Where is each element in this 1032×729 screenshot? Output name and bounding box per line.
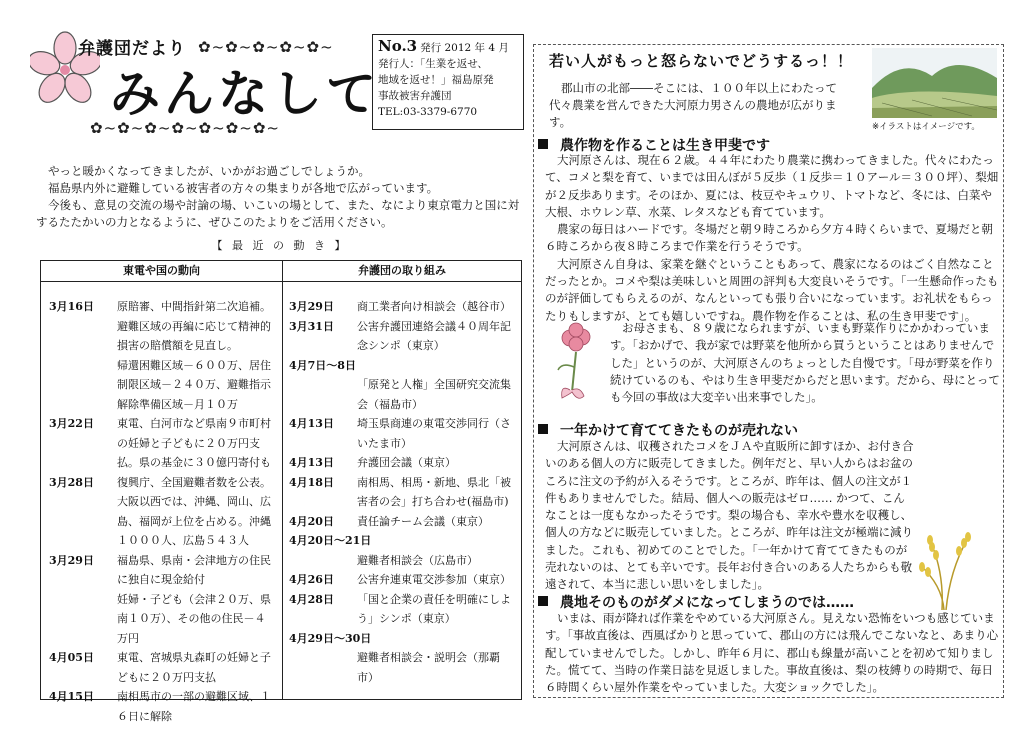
section-title: 農作物を作ることは生き甲斐です	[538, 135, 770, 155]
entry-text: 責任論チーム会議（東京）	[357, 514, 489, 528]
right-column-header: 弁護団の取り組み	[283, 261, 521, 282]
timeline-entry	[49, 551, 275, 590]
timeline-entry	[289, 629, 515, 649]
square-bullet-icon	[538, 139, 548, 149]
entry-date: 4月15日	[49, 690, 94, 703]
timeline-entry	[49, 356, 275, 415]
intro-paragraph: 今後も、意見の交流の場や討論の場、いこいの場として、また、なにより東京電力と国に対するたたかいの力となるように、ぜひこのたよりをご活用ください。	[36, 198, 520, 229]
entry-text: 復興庁、全国避難者数を公表。大阪以西では、沖縄、岡山、広島、福岡が上位を占める。沖縄１０００人、広島５４３人	[117, 475, 271, 547]
entry-date: 3月29日	[289, 300, 334, 313]
entry-date: 3月16日	[49, 300, 94, 313]
entry-text: 「原発と人権」全国研究交流集会（福島市）	[357, 378, 511, 411]
timeline-entry	[289, 551, 515, 571]
timeline-entry	[49, 414, 275, 473]
lead-paragraph: 郡山市の北部――そこには、１００年以上にわたって代々農業を営んできた大河原力男さんの農地が広がります。	[549, 81, 837, 129]
rice-plant-illustration	[912, 525, 982, 610]
timeline-entry	[289, 590, 515, 629]
intro-paragraph: 福島県内外に避難している被害者の方々の集まりが各地で広がっています。	[48, 181, 439, 195]
section-body-wrapped	[610, 320, 1000, 406]
section-paragraph: 大河原さんは、現在６２歳。４４年にわたり農業に携わってきました。代々にわたって、コメと梨を育て、いまでは田んぼが５反歩（１反歩＝１０アール＝３００坪）、梨畑が２反歩あります。そのほか、夏には、枝豆やキュウリ、トマトなど、冬には、白菜や大根、ホウレン草、水菜、レタスなども育てています。	[545, 153, 999, 219]
section-paragraph: お母さまも、８９歳になられますが、いまも野菜作りにかかわっています。「おかげで、我が家では野菜を他所から買うということはありませんでした」というのが、大河原さんのちょっとした自慢です。「母が野菜を作り続けているのも、やはり生き甲斐だからだと思います。だから、母にとっても今回の事故は大変辛い出来事でした」。	[610, 321, 1000, 405]
section-title: 農地そのものがダメになってしまうのでは……	[538, 592, 854, 612]
timeline-entry	[49, 473, 275, 551]
entry-date: 4月13日	[289, 417, 334, 430]
timeline-entry	[289, 648, 515, 687]
section-title: 一年かけて育ててきたものが売れない	[538, 420, 798, 440]
timeline-entry	[289, 531, 515, 551]
entry-date: 4月28日	[289, 592, 334, 606]
entry-text: 南相馬、相馬・新地、県北「被害者の会」打ち合わせ(福島市)	[357, 475, 511, 508]
entry-date: 3月28日	[49, 475, 94, 489]
entry-text: 商工業者向け相談会（越谷市）	[357, 300, 511, 313]
government-timeline	[49, 297, 275, 726]
timeline-entry	[289, 356, 515, 376]
farm-landscape-illustration	[872, 48, 997, 118]
entry-text: 南相馬市の一部の避難区域、１６日に解除	[117, 690, 271, 723]
timeline-entry	[289, 570, 515, 590]
entry-text: 埼玉県商連の東電交渉同行（さいたま市）	[357, 417, 511, 450]
entry-text: 避難者相談会・説明会（那覇市）	[357, 651, 500, 684]
entry-date: 4月20日	[289, 514, 334, 528]
intro-text	[36, 163, 521, 231]
entry-date: 4月20日～21日	[289, 534, 372, 547]
entry-text: 公害弁連東電交渉参加（東京）	[357, 573, 511, 586]
entry-date: 4月18日	[289, 475, 334, 489]
issue-date: 発行 2012 年 4 月	[420, 42, 509, 54]
entry-text: 避難者相談会（広島市）	[357, 553, 478, 567]
section-paragraph: 農家の毎日はハードです。冬場だと朝９時ころから夕方４時くらいまで、夏場だと朝６時ころから夜８時ころまで作業を行うそうです。	[545, 222, 993, 254]
lawyer-activities	[289, 297, 515, 687]
article-title: 若い人がもっと怒らないでどうするっ！！	[549, 52, 854, 70]
entry-date: 4月05日	[49, 651, 94, 664]
timeline-entry	[289, 453, 515, 473]
entry-date: 4月26日	[289, 573, 334, 586]
section-paragraph: いまは、雨が降れば作業をやめている大河原さん。見えない恐怖をいつも感じています。「事故直後は、西風ばかりと思っていて、郡山の方には飛んでこないなと、あまり心配していませんでした。しかし、昨年６月に、郡山も線量が高いことを初めて知りました。慌てて、当時の作業日誌を見返しました。事故直後は、梨の枝縛りの時期で、毎日６時間くらい屋外作業をやっていました。大変ショックでした」。	[545, 611, 999, 695]
square-bullet-icon	[538, 596, 548, 606]
carnation-illustration	[548, 322, 603, 412]
timeline-entry	[49, 590, 275, 649]
illustration-note: ※イラストはイメージです。	[872, 122, 980, 132]
left-column-header: 東電や国の動向	[41, 261, 282, 282]
issue-info-box	[372, 34, 524, 130]
timeline-entry	[49, 687, 275, 726]
flower-border-top: ✿~✿~✿~✿~✿~	[198, 38, 334, 56]
entry-text: 帰還困難区域－６００万、居住制限区域－２４０万、避難指示解除準備区域－月１０万	[117, 358, 271, 411]
timeline-entry	[49, 648, 275, 687]
issue-line: 発行人：「生業を返せ、	[378, 58, 488, 70]
timeline-entry	[289, 414, 515, 453]
section-body	[545, 610, 1000, 696]
article-lead	[549, 80, 849, 131]
entry-text: 原賠審、中間指針第二次追補。避難区域の再編に応じて精神的損害の賠償額を見直し。	[117, 300, 271, 352]
issue-number: No.3	[378, 37, 418, 55]
entry-text: 公害弁護団連絡会議４０周年記念シンポ（東京）	[357, 319, 511, 352]
square-bullet-icon	[538, 424, 548, 434]
issue-line: 地域を返せ！」福島原発	[378, 74, 494, 86]
newsletter-series: 弁護団だより	[78, 39, 186, 59]
entry-text: 弁護団会議（東京）	[357, 456, 456, 469]
timeline-entry	[289, 317, 515, 356]
entry-date: 4月7日～8日	[289, 358, 356, 372]
issue-phone: TEL:03-3379-6770	[378, 106, 478, 118]
newsletter-title: みんなして	[110, 64, 380, 123]
entry-date: 4月29日～30日	[289, 631, 372, 645]
entry-date: 4月13日	[289, 456, 334, 469]
timeline-entry	[289, 297, 515, 317]
column-divider	[282, 261, 283, 699]
timeline-table	[40, 260, 522, 723]
section-paragraph: 大河原さんは、収穫されたコメをＪＡや直販所に卸すほか、お付き合いのある個人の方に販売してきました。例年だと、早い人からはお盆のころに注文の予約が入るそうです。ところが、昨年は、個人の注文が１件もありませんでした。結局、個人への販売はゼロ…… かつて、こんなことは一度もなかったそうです。梨の場合も、幸水や豊水を収穫し、個人の方などに販売していました。ところが、昨年は注文が極端に減りました。これも、初めてのことでした。「一年かけて育ててきたものが売れないのは、とても辛いです。長年お付き合いのある人たちからも敬遠されて、本当に悲しい思いをしました」。	[545, 439, 914, 592]
section-body	[545, 152, 1000, 325]
timeline-entry	[49, 297, 275, 356]
entry-text: 妊婦・子ども（会津２０万、県南１０万）、その他の住民－４万円	[117, 592, 271, 645]
entry-date: 3月22日	[49, 417, 94, 430]
issue-line: 事故被害弁護団	[378, 90, 452, 102]
entry-text: 「国と企業の責任を明確にしよう」シンポ（東京）	[357, 592, 511, 625]
flower-border-bottom: ✿~✿~✿~✿~✿~✿~✿~	[90, 119, 280, 137]
entry-text: 東電、宮城県丸森町の妊婦と子どもに２０万円支払	[117, 651, 271, 684]
entry-text: 福島県、県南・会津地方の住民に独自に現金給付	[117, 553, 271, 586]
timeline-entry	[289, 512, 515, 532]
entry-text: 東電、白河市など県南９市町村の妊婦と子どもに２０万円支払。県の基金に３０億円寄付も	[117, 417, 271, 469]
recent-section-title: 【 最 近 の 動 き 】	[211, 239, 349, 252]
timeline-entry	[289, 473, 515, 512]
entry-date: 3月31日	[289, 319, 334, 333]
entry-date: 3月29日	[49, 553, 94, 567]
section-paragraph: 大河原さん自身は、家業を継ぐということもあって、農家になるのはごく自然なことだったとか。コメや梨は美味しいと周囲の評判も大変良いそうです。「一生懸命作ったものが評価してもらえるのが、なんといっても張り合いになっています。お礼状をもらったりもしますが、とても嬉しいですね。農作物を作ることは、私の生き甲斐です」。	[545, 256, 999, 323]
intro-paragraph: やっと暖かくなってきましたが、いかがお過ごしでしょうか。	[48, 164, 370, 178]
timeline-entry	[289, 375, 515, 414]
